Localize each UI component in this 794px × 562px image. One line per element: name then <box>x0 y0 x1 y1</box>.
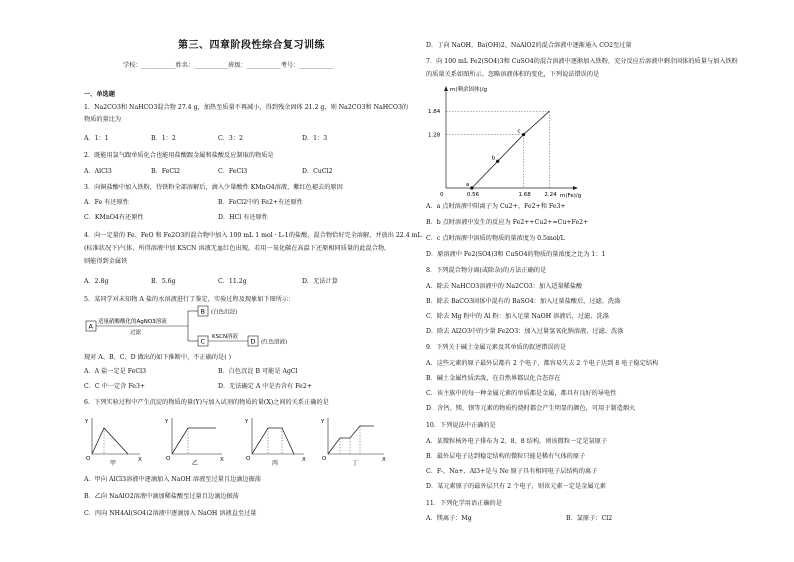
q2-option-a[interactable]: A．AlCl3 <box>84 168 112 175</box>
q5-option-d[interactable]: D．无法确定 A 中是否含有 Fe2+ <box>218 383 312 390</box>
box-b-label: B <box>200 307 205 316</box>
q2-option-d[interactable]: D．CuCl2 <box>302 168 333 175</box>
q3-option-a[interactable]: A．Fe 有还原性 <box>84 199 129 206</box>
q8-text: 8．下列混合物分离(或除杂)的方法正确的是 <box>426 267 547 274</box>
axis-y-bing: Y <box>245 419 249 425</box>
origin-label: 0 <box>440 192 444 198</box>
q6-graphs <box>82 414 392 466</box>
graph-ding <box>320 418 386 466</box>
graph-yi <box>164 418 224 466</box>
q10-text: 10．下列说法中正确的是 <box>426 422 496 429</box>
q4-option-a[interactable]: A．2.8g <box>84 278 109 285</box>
q7-option-c[interactable]: C．c 点时溶液中溶质的物质的量浓度为 0.5mol/L <box>426 235 565 242</box>
q7-option-b[interactable]: B．b 点时溶液中发生的反应为 Fe2++Cu2+=Cu+Fe2+ <box>426 219 589 226</box>
data-point-b <box>496 160 499 163</box>
graph-label-yi: 乙 <box>192 460 199 466</box>
q8-option-c[interactable]: C．除去 Mg 粉中的 Al 粉：加入足量 NaOH 溶液后，过滤、洗涤 <box>426 313 609 320</box>
d-result: (红色溶液) <box>261 339 288 346</box>
q9-option-b[interactable]: B．碱土金属性质活泼，在自然界都以化合态存在 <box>426 375 561 382</box>
origin-ding: O <box>322 456 327 462</box>
axis-y-jia: Y <box>85 419 89 425</box>
origin-jia: O <box>86 456 91 462</box>
q1-option-c[interactable]: C．3：2 <box>218 135 243 142</box>
curve-bing <box>252 428 294 454</box>
data-point-c <box>522 133 525 136</box>
q1-text-2: 物质的量比为 <box>84 116 122 123</box>
q8-option-b[interactable]: B．除去 BaCO3固体中混有的 BaSO4：加入过量盐酸后，过滤、洗涤 <box>426 298 621 305</box>
q5-option-c[interactable]: C．C 中一定含 Fe3+ <box>84 383 146 390</box>
q1-text: 1．Na2CO3和 NaHCO3混合物 27.4 g，加热至质量不再减小，得到残余固体 21.2 g，则 Na2CO3和 NaHCO3的 <box>84 104 409 111</box>
graph-bing <box>244 418 306 466</box>
box-d-label: D <box>250 337 256 346</box>
q8-option-a[interactable]: A．除去 NaHCO3溶液中的 Na2CO3：加入适量稀盐酸 <box>426 283 583 290</box>
curve-jia <box>92 428 128 454</box>
q4-text: 4．向一定量的 Fe、FeO 和 Fe2O3的混合物中加入 100 mL 1 mol · L-1的盐酸，混合物恰好完全溶解，并放出 22.4 mL <box>84 232 422 239</box>
q7-chart <box>426 82 596 200</box>
curve-yi <box>172 428 216 454</box>
q5-flow-diagram <box>84 305 314 349</box>
q4-text-3: 则能得到金属铁 <box>84 258 128 265</box>
x-axis-arrow <box>573 186 578 190</box>
q10-option-b[interactable]: B．最外层电子达到稳定结构的微粒只能是稀有气体的原子 <box>426 453 586 460</box>
q2-option-c[interactable]: C．FeCl3 <box>218 168 248 175</box>
q6-option-a[interactable]: A．甲向 AlCl3溶液中逐滴加入 NaOH 溶液至过量且边滴边振荡 <box>84 476 261 483</box>
y-tick-label: 1.28 <box>428 132 441 139</box>
q6-option-b[interactable]: B．乙向 NaAlO2溶液中滴加稀盐酸至过量且边滴边振荡 <box>84 493 239 500</box>
b-result: (白色沉淀) <box>211 309 238 316</box>
axis-x-jia: X <box>138 457 142 463</box>
q11-option-a[interactable]: A．镁离子：Mg <box>426 515 472 522</box>
q6-text: 6．下列实验过程中产生沉淀的物质的量(Y)与加入试剂的物质的量(X)之间的关系正确的是 <box>84 399 329 406</box>
q10-option-a[interactable]: A．某微粒核外电子排布为 2、8、8 结构，则该微粒一定是氩原子 <box>426 438 608 445</box>
y-axis-label: m(剩余固体)/g <box>450 87 487 93</box>
q9-option-a[interactable]: A．这些元素的原子最外层都有 2 个电子，都容易失去 2 个电子达到 8 电子稳定结构 <box>426 360 659 367</box>
q7-text: 7．向 100 mL Fe2(SO4)3和 CuSO4的混合溶液中逐渐加入铁粉，充分反应后溶液中剩余固体的质量与加入铁粉 <box>426 58 738 65</box>
q2-option-b[interactable]: B．FeCl2 <box>151 168 181 175</box>
q1-option-d[interactable]: D．1：3 <box>302 135 328 142</box>
x-tick-label: 2.24 <box>544 192 557 198</box>
series-line <box>472 111 550 188</box>
q1-option-b[interactable]: B．1：2 <box>151 135 176 142</box>
q7-text-2: 的质量关系如图所示。忽略溶液体积的变化，下列说法错误的是 <box>426 71 600 78</box>
q7-option-a[interactable]: A．a 点时溶液中阳离子为 Cu2+、Fe2+和 Fe3+ <box>426 203 566 210</box>
graph-jia <box>84 418 142 466</box>
graph-label-jia: 甲 <box>110 460 117 466</box>
q1-option-a[interactable]: A．1：1 <box>84 135 109 142</box>
q5-option-b[interactable]: B．白色沉淀 B 可能是 AgCl <box>218 368 298 375</box>
q5-text-2: 现对 A、B、C、D 做出的如下推断中，不正确的是( ) <box>84 354 232 361</box>
curve-ding <box>328 426 374 454</box>
q6-option-d[interactable]: D．丁向 NaOH、Ba(OH)2、NaAlO2的混合溶液中逐渐通入 CO2至过量 <box>426 42 632 49</box>
q9-option-c[interactable]: C．该主族中的每一种金属元素的单质都是金属，都具有良好的导电性 <box>426 390 617 397</box>
q4-option-b[interactable]: B．5.6g <box>151 278 176 285</box>
axis-y-yi: Y <box>165 419 169 425</box>
axis-x-bing: X <box>302 457 306 463</box>
q6-option-c[interactable]: C．丙向 NH4Al(SO4)2溶液中逐滴加入 NaOH 溶液直至过量 <box>84 510 257 517</box>
q4-text-2: (标准状况下)气体，所得溶液中加 KSCN 溶液无血红色出现。若用一氧化碳在高温下还原相同质量的此混合物， <box>84 245 391 252</box>
q9-text: 9．下列关于碱土金属元素及其单质的叙述错误的是 <box>426 344 567 351</box>
q9-option-d[interactable]: D．含钙、镁、钡等元素的物质灼烧时都会产生明显的颜色，可用于制造烟火 <box>426 405 636 412</box>
x-tick-label: 0.56 <box>466 192 480 198</box>
q11-text: 11．下列化学用语正确的是 <box>426 500 502 507</box>
q10-option-d[interactable]: D．某元素原子的最外层只有 2 个电子，则该元素一定是金属元素 <box>426 483 606 490</box>
x-tick-label: 1.68 <box>518 192 531 198</box>
chart-marks <box>428 109 557 198</box>
graph-label-bing: 丙 <box>272 460 279 466</box>
q11-option-b[interactable]: B．氯原子：Cl2 <box>566 515 613 522</box>
data-point-a <box>470 186 473 189</box>
q5-option-a[interactable]: A．A 盐一定是 FeCl3 <box>84 368 147 375</box>
arrow-top-label: 适量硝酸酸化的AgNO3溶液 <box>98 319 167 325</box>
x-axis-label: m(Fe)/g <box>560 193 582 199</box>
q3-text: 3．向铜盐酸中加入铁粉，待铁粉全部溶解后，滴入少量酸性 KMnO4溶液，紫红色褪去的原因 <box>84 184 343 191</box>
y-axis-arrow <box>444 86 448 91</box>
q4-option-d[interactable]: D．无法计算 <box>302 278 338 285</box>
arrow-bottom-label: 过滤 <box>130 330 142 336</box>
section-heading: 一、单选题 <box>84 91 115 98</box>
data-point-label-c: c <box>517 128 521 135</box>
q3-option-d[interactable]: D．HCl 有还原性 <box>218 214 268 221</box>
q10-option-c[interactable]: C．F-、Na+、Al3+是与 Ne 原子具有相同电子层结构的离子 <box>426 468 598 475</box>
q3-option-c[interactable]: C．KMnO4有还原性 <box>84 214 144 221</box>
axis-y-ding: Y <box>321 419 325 425</box>
q5-text: 5．某同学对未知物 A 盐的水溶液进行了鉴定，实验过程及现象如下图所示： <box>84 296 295 303</box>
page-title: 第三、四章阶段性综合复习训练 <box>178 40 325 51</box>
q2-text: 2．既能用氯气跟单质化合也能用盐酸跟金属和盐酸反应制取的物质是 <box>84 152 274 159</box>
q7-option-d[interactable]: D．原溶液中 Fe2(SO4)3和 CuSO4的物质的量浓度之比为 1：1 <box>426 251 606 258</box>
q8-option-d[interactable]: D．除去 Al2O3中的少量 Fe2O3：加入过量氢氧化钠溶液，过滤、洗涤 <box>426 328 624 335</box>
box-c-label: C <box>200 337 206 346</box>
c-arrow-label: KSCN溶液 <box>212 334 239 340</box>
graph-label-ding: 丁 <box>352 460 359 466</box>
axis-x-yi: X <box>220 457 224 463</box>
axis-x-ding: X <box>382 457 386 463</box>
box-a-label: A <box>88 322 93 331</box>
student-info-line: 学校：___________姓名：___________班级：___________考号：___________ <box>123 62 334 69</box>
data-point-label-b: b <box>491 155 496 162</box>
y-tick-label: 1.84 <box>428 109 441 116</box>
q4-option-c[interactable]: C．11.2g <box>218 278 247 285</box>
data-point-label-a: a <box>465 182 470 188</box>
origin-yi: O <box>166 456 171 462</box>
origin-bing: O <box>246 456 251 462</box>
q3-option-b[interactable]: B．FeCl2中的 Fe2+有还原性 <box>218 199 303 206</box>
